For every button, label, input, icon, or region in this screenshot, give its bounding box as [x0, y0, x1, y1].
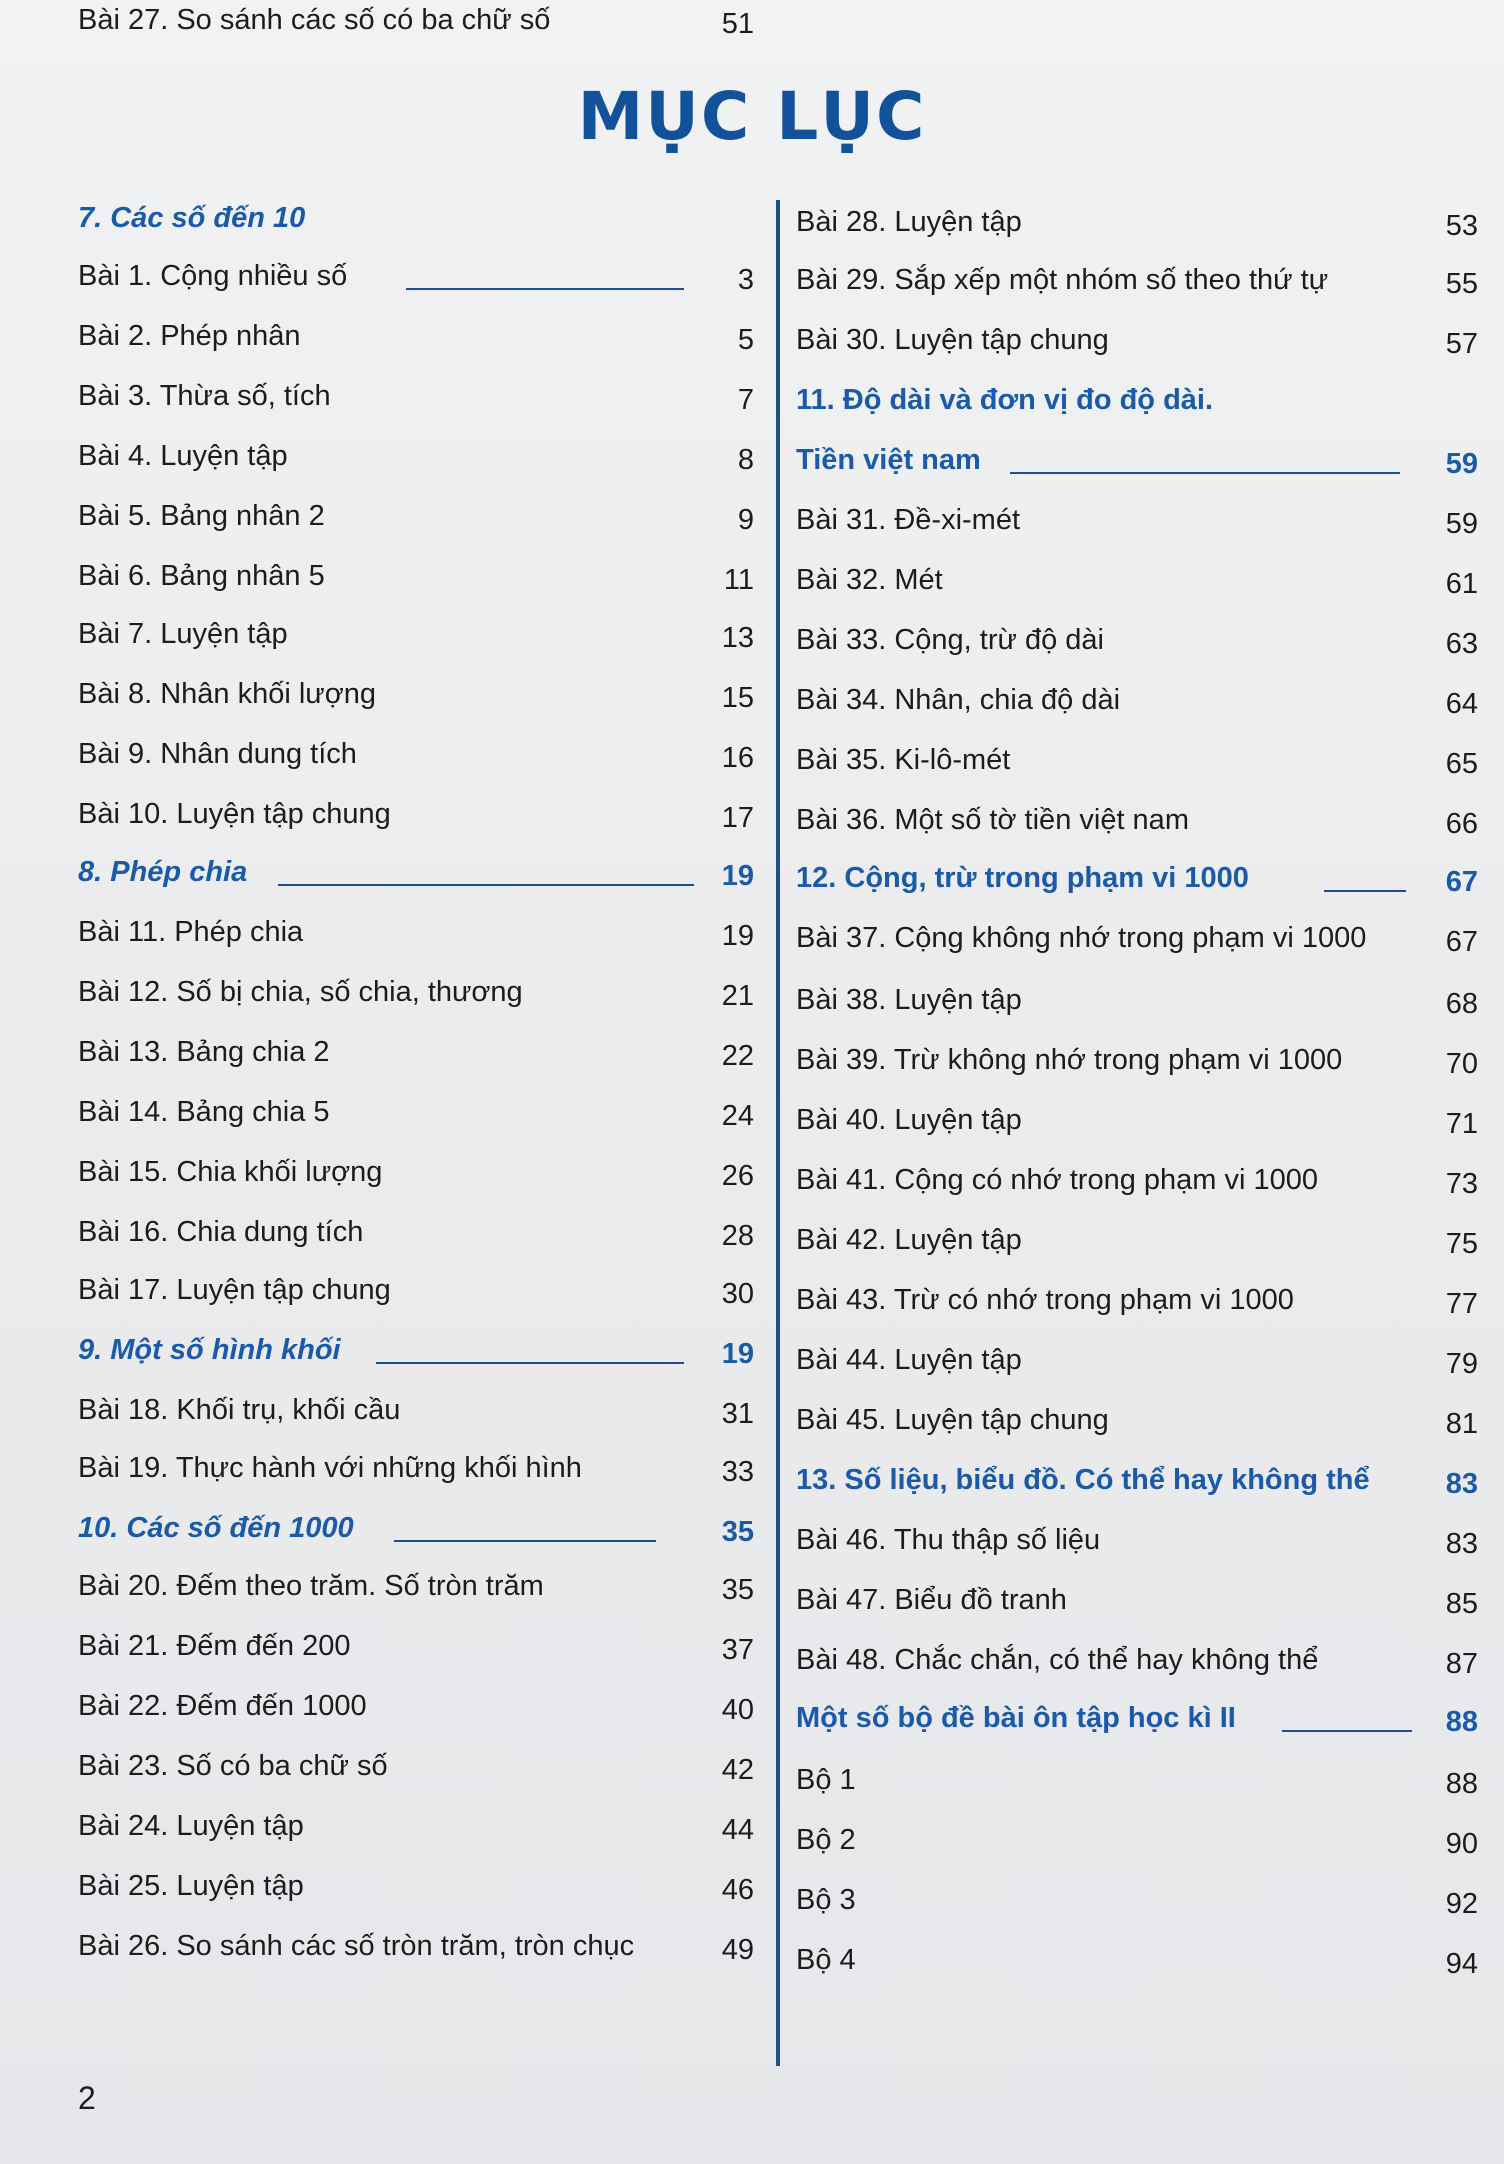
entry-title: Bài 26. So sánh các số tròn trăm, tròn chục	[78, 1930, 635, 1962]
entry-title: Bộ 3	[796, 1884, 856, 1916]
toc-entry	[796, 1580, 1478, 1630]
toc-entry	[796, 560, 1478, 610]
entry-page-number: 46	[721, 1874, 754, 1906]
toc-entry	[78, 1032, 754, 1082]
entry-title: Bài 28. Luyện tập	[796, 206, 1022, 238]
entry-page-number: 26	[721, 1160, 754, 1192]
entry-page-number: 59	[1445, 508, 1478, 540]
entry-title: Bài 18. Khối trụ, khối cầu	[78, 1394, 401, 1426]
entry-title: Bài 48. Chắc chắn, có thể hay không thể	[796, 1644, 1319, 1676]
entry-page-number: 9	[737, 504, 754, 536]
toc-entry	[78, 1448, 754, 1498]
toc-entry	[796, 1940, 1478, 1990]
toc-entry	[78, 1566, 754, 1616]
toc-entry	[78, 674, 754, 724]
entry-page-number: 35	[721, 1516, 754, 1548]
entry-title: Bài 16. Chia dung tích	[78, 1216, 364, 1248]
entry-page-number: 75	[1445, 1228, 1478, 1260]
leader-rule	[1010, 472, 1400, 474]
toc-section-heading	[796, 1460, 1478, 1510]
toc-entry	[796, 202, 1478, 252]
toc-entry	[796, 680, 1478, 730]
entry-page-number: 53	[1445, 210, 1478, 242]
entry-title: Bài 32. Mét	[796, 564, 943, 596]
entry-page-number: 11	[723, 564, 754, 596]
toc-entry	[796, 800, 1478, 850]
entry-title: Bài 22. Đếm đến 1000	[78, 1690, 367, 1722]
toc-entry	[78, 1926, 754, 1976]
leader-rule	[394, 1540, 656, 1542]
toc-entry	[796, 620, 1478, 670]
toc-entry	[796, 320, 1478, 370]
section-title: 9. Một số hình khối	[78, 1334, 341, 1366]
entry-page-number: 51	[721, 8, 754, 40]
entry-title: Bài 47. Biểu đồ tranh	[796, 1584, 1067, 1616]
toc-section-heading	[78, 1508, 754, 1558]
entry-page-number: 24	[721, 1100, 754, 1132]
entry-page-number: 21	[721, 980, 754, 1012]
entry-title: Bài 38. Luyện tập	[796, 984, 1022, 1016]
entry-page-number: 37	[721, 1634, 754, 1666]
toc-entry	[78, 1866, 754, 1916]
entry-page-number: 92	[1445, 1888, 1478, 1920]
entry-page-number: 17	[721, 802, 754, 834]
column-divider	[776, 200, 780, 2066]
entry-title: Bài 2. Phép nhân	[78, 320, 301, 352]
entry-page-number: 64	[1445, 688, 1478, 720]
toc-entry	[796, 1280, 1478, 1330]
toc-entry	[796, 1160, 1478, 1210]
entry-page-number: 19	[721, 860, 754, 892]
entry-title: Bài 3. Thừa số, tích	[78, 380, 331, 412]
entry-page-number: 3	[737, 264, 754, 296]
toc-entry	[78, 1746, 754, 1796]
entry-page-number: 19	[721, 1338, 754, 1370]
entry-page-number: 42	[721, 1754, 754, 1786]
toc-entry	[796, 1220, 1478, 1270]
toc-entry	[78, 1806, 754, 1856]
entry-page-number: 88	[1445, 1706, 1478, 1738]
entry-page-number: 30	[721, 1278, 754, 1310]
entry-page-number: 13	[721, 622, 754, 654]
entry-page-number: 15	[721, 682, 754, 714]
toc-entry	[78, 0, 754, 50]
entry-page-number: 35	[721, 1574, 754, 1606]
entry-page-number: 81	[1445, 1408, 1478, 1440]
toc-entry	[796, 740, 1478, 790]
section-title: Tiền việt nam	[796, 444, 981, 476]
entry-title: Bài 14. Bảng chia 5	[78, 1096, 330, 1128]
entry-title: Bài 25. Luyện tập	[78, 1870, 304, 1902]
toc-entry	[78, 1686, 754, 1736]
toc-entry	[796, 918, 1478, 968]
entry-page-number: 22	[721, 1040, 754, 1072]
toc-section-heading	[78, 1330, 754, 1380]
entry-page-number: 68	[1445, 988, 1478, 1020]
entry-title: Bài 23. Số có ba chữ số	[78, 1750, 388, 1782]
entry-title: Bộ 1	[796, 1764, 856, 1796]
toc-section-heading	[796, 858, 1478, 908]
toc-entry	[78, 436, 754, 486]
entry-title: Bài 42. Luyện tập	[796, 1224, 1022, 1256]
entry-title: Bài 41. Cộng có nhớ trong phạm vi 1000	[796, 1164, 1319, 1196]
entry-page-number: 90	[1445, 1828, 1478, 1860]
entry-title: Bài 43. Trừ có nhớ trong phạm vi 1000	[796, 1284, 1294, 1316]
toc-entry	[796, 1880, 1478, 1930]
toc-entry	[796, 500, 1478, 550]
toc-entry	[78, 256, 754, 306]
toc-entry	[78, 614, 754, 664]
entry-title: Bài 1. Cộng nhiều số	[78, 260, 348, 292]
entry-title: Bài 46. Thu thập số liệu	[796, 1524, 1101, 1556]
toc-entry	[78, 1212, 754, 1262]
section-title: Một số bộ đề bài ôn tập học kì II	[796, 1702, 1236, 1734]
entry-page-number: 7	[737, 384, 754, 416]
entry-title: Bài 15. Chia khối lượng	[78, 1156, 383, 1188]
toc-entry	[78, 1626, 754, 1676]
toc-entry	[796, 1520, 1478, 1570]
entry-page-number: 40	[721, 1694, 754, 1726]
entry-title: Bài 30. Luyện tập chung	[796, 324, 1109, 356]
section-title: 8. Phép chia	[78, 856, 248, 888]
toc-entry	[78, 1092, 754, 1142]
entry-title: Bài 39. Trừ không nhớ trong phạm vi 1000	[796, 1044, 1343, 1076]
entry-title: Bài 44. Luyện tập	[796, 1344, 1022, 1376]
entry-title: Bài 21. Đếm đến 200	[78, 1630, 351, 1662]
entry-title: Bài 33. Cộng, trừ độ dài	[796, 624, 1104, 656]
entry-page-number: 94	[1445, 1948, 1478, 1980]
leader-rule	[406, 288, 684, 290]
page-number: 2	[78, 2080, 96, 2116]
page-title: MỤC LỤC	[577, 78, 927, 155]
entry-page-number: 19	[721, 920, 754, 952]
entry-title: Bài 5. Bảng nhân 2	[78, 500, 325, 532]
toc-entry	[78, 794, 754, 844]
entry-page-number: 83	[1445, 1468, 1478, 1500]
entry-title: Bài 24. Luyện tập	[78, 1810, 304, 1842]
entry-page-number: 77	[1445, 1288, 1478, 1320]
entry-page-number: 63	[1445, 628, 1478, 660]
entry-page-number: 57	[1445, 328, 1478, 360]
toc-entry	[78, 376, 754, 426]
entry-title: Bài 12. Số bị chia, số chia, thương	[78, 976, 523, 1008]
toc-entry	[78, 1270, 754, 1320]
entry-page-number: 67	[1445, 926, 1478, 958]
leader-rule	[376, 1362, 684, 1364]
toc-entry	[796, 1340, 1478, 1390]
entry-page-number: 66	[1445, 808, 1478, 840]
entry-title: Bài 29. Sắp xếp một nhóm số theo thứ tự	[796, 264, 1329, 296]
entry-page-number: 28	[721, 1220, 754, 1252]
entry-title: Bài 11. Phép chia	[78, 916, 304, 948]
entry-page-number: 67	[1445, 866, 1478, 898]
toc-entry	[796, 1400, 1478, 1450]
entry-page-number: 5	[737, 324, 754, 356]
leader-rule	[1282, 1730, 1412, 1732]
entry-title: Bài 17. Luyện tập chung	[78, 1274, 391, 1306]
entry-page-number: 31	[721, 1398, 754, 1430]
leader-rule	[1324, 890, 1406, 892]
entry-title: Bộ 4	[796, 1944, 856, 1976]
toc-entry	[78, 734, 754, 784]
entry-title: Bài 40. Luyện tập	[796, 1104, 1022, 1136]
entry-title: Bài 20. Đếm theo trăm. Số tròn trăm	[78, 1570, 544, 1602]
toc-entry	[78, 972, 754, 1022]
toc-entry	[796, 1100, 1478, 1150]
entry-page-number: 83	[1445, 1528, 1478, 1560]
entry-title: Bài 31. Đề-xi-mét	[796, 504, 1021, 536]
entry-title: Bài 19. Thực hành với những khối hình	[78, 1452, 582, 1484]
entry-title: Bài 6. Bảng nhân 5	[78, 560, 325, 592]
section-title: 12. Cộng, trừ trong phạm vi 1000	[796, 862, 1249, 894]
entry-title: Bài 35. Ki-lô-mét	[796, 744, 1011, 776]
entry-page-number: 33	[721, 1456, 754, 1488]
toc-entry	[78, 556, 754, 606]
entry-title: Bài 9. Nhân dung tích	[78, 738, 357, 770]
entry-title: Bài 45. Luyện tập chung	[796, 1404, 1109, 1436]
toc-entry	[796, 1640, 1478, 1690]
toc-entry	[796, 980, 1478, 1030]
entry-title: Bài 8. Nhân khối lượng	[78, 678, 376, 710]
toc-entry	[78, 912, 754, 962]
toc-entry	[78, 1152, 754, 1202]
section-title: 11. Độ dài và đơn vị đo độ dài.	[796, 384, 1214, 416]
toc-section-heading	[796, 380, 1478, 430]
toc-entry	[78, 1390, 754, 1440]
entry-page-number: 71	[1445, 1108, 1478, 1140]
entry-title: Bài 34. Nhân, chia độ dài	[796, 684, 1121, 716]
leader-rule	[278, 884, 694, 886]
entry-page-number: 87	[1445, 1648, 1478, 1680]
entry-page-number: 85	[1445, 1588, 1478, 1620]
toc-entry	[796, 1040, 1478, 1090]
entry-title: Bài 7. Luyện tập	[78, 618, 288, 650]
section-title: 10. Các số đến 1000	[78, 1512, 354, 1544]
entry-page-number: 79	[1445, 1348, 1478, 1380]
entry-page-number: 70	[1445, 1048, 1478, 1080]
section-title: 7. Các số đến 10	[78, 202, 306, 234]
entry-title: Bài 13. Bảng chia 2	[78, 1036, 330, 1068]
section-title: 13. Số liệu, biểu đồ. Có thể hay không thể	[796, 1464, 1370, 1496]
toc-entry	[796, 1820, 1478, 1870]
toc-entry	[78, 316, 754, 366]
entry-title: Bài 10. Luyện tập chung	[78, 798, 391, 830]
entry-page-number: 16	[721, 742, 754, 774]
entry-page-number: 44	[721, 1814, 754, 1846]
toc-section-heading	[796, 440, 1478, 490]
entry-page-number: 59	[1445, 448, 1478, 480]
toc-entry	[796, 1760, 1478, 1810]
toc-entry	[78, 496, 754, 546]
entry-page-number: 61	[1445, 568, 1478, 600]
entry-page-number: 55	[1445, 268, 1478, 300]
entry-page-number: 49	[721, 1934, 754, 1966]
entry-title: Bài 27. So sánh các số có ba chữ số	[78, 4, 551, 36]
toc-entry	[796, 260, 1478, 310]
entry-title: Bài 36. Một số tờ tiền việt nam	[796, 804, 1189, 836]
toc-section-heading	[78, 198, 754, 248]
toc-section-heading	[78, 852, 754, 902]
entry-page-number: 65	[1445, 748, 1478, 780]
toc-section-heading	[796, 1698, 1478, 1748]
entry-title: Bài 4. Luyện tập	[78, 440, 288, 472]
entry-page-number: 8	[737, 444, 754, 476]
entry-title: Bộ 2	[796, 1824, 856, 1856]
entry-title: Bài 37. Cộng không nhớ trong phạm vi 1000	[796, 922, 1367, 954]
entry-page-number: 88	[1445, 1768, 1478, 1800]
entry-page-number: 73	[1445, 1168, 1478, 1200]
